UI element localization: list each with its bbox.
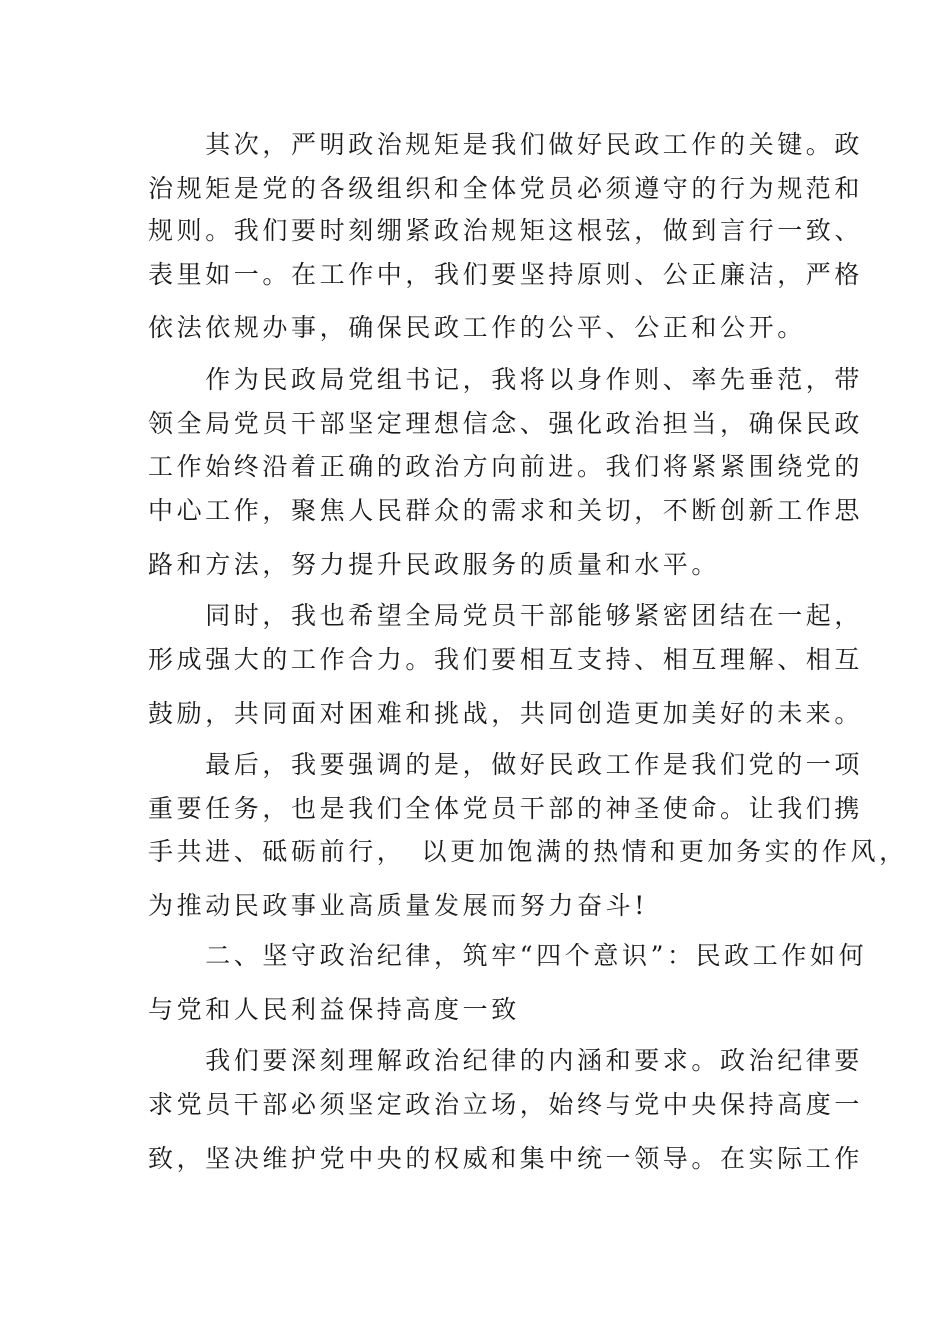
text-line: 其次，严明政治规矩是我们做好民政工作的关键。政 [148,130,864,159]
text-line: 同时，我也希望全局党员干部能够紧密团结在一起， [148,601,864,630]
text-line: 路和方法，努力提升民政服务的质量和水平。 [148,550,721,579]
text-line: 作为民政局党组书记，我将以身作则、率先垂范，带 [148,365,864,394]
text-line: 最后，我要强调的是，做好民政工作是我们党的一项 [148,750,864,779]
section-heading-line: 与党和人民利益保持高度一致 [148,995,520,1024]
section-heading-line: 二、坚守政治纪律，筑牢“四个意识”：民政工作如何 [148,941,868,970]
text-line: 致，坚决维护党中央的权威和集中统一领导。在实际工作 [148,1144,864,1173]
text-line: 表里如一。在工作中，我们要坚持原则、公正廉洁，严格 [148,260,864,289]
text-line: 规则。我们要时刻绷紧政治规矩这根弦，做到言行一致、 [148,216,864,245]
text-line: 求党员干部必须坚定政治立场，始终与党中央保持高度一 [148,1090,864,1119]
text-line: 为推动民政事业高质量发展而努力奋斗! [148,891,648,920]
text-line: 中心工作，聚焦人民群众的需求和关切，不断创新工作思 [148,496,864,525]
text-line: 依法依规办事，确保民政工作的公平、公正和公开。 [148,313,806,342]
text-line: 领全局党员干部坚定理想信念、强化政治担当，确保民政 [148,409,864,438]
text-line: 形成强大的工作合力。我们要相互支持、相互理解、相互 [148,645,864,674]
text-line: 工作始终沿着正确的政治方向前进。我们将紧紧围绕党的 [148,452,864,481]
text-line: 治规矩是党的各级组织和全体党员必须遵守的行为规范和 [148,174,864,203]
text-line: 我们要深刻理解政治纪律的内涵和要求。政治纪律要 [148,1046,864,1075]
text-line: 手共进、砥砺前行， 以更加饱满的热情和更加务实的作风， [148,837,908,866]
text-line: 重要任务，也是我们全体党员干部的神圣使命。让我们携 [148,794,864,823]
text-line: 鼓励，共同面对困难和挑战，共同创造更加美好的未来。 [148,699,864,728]
